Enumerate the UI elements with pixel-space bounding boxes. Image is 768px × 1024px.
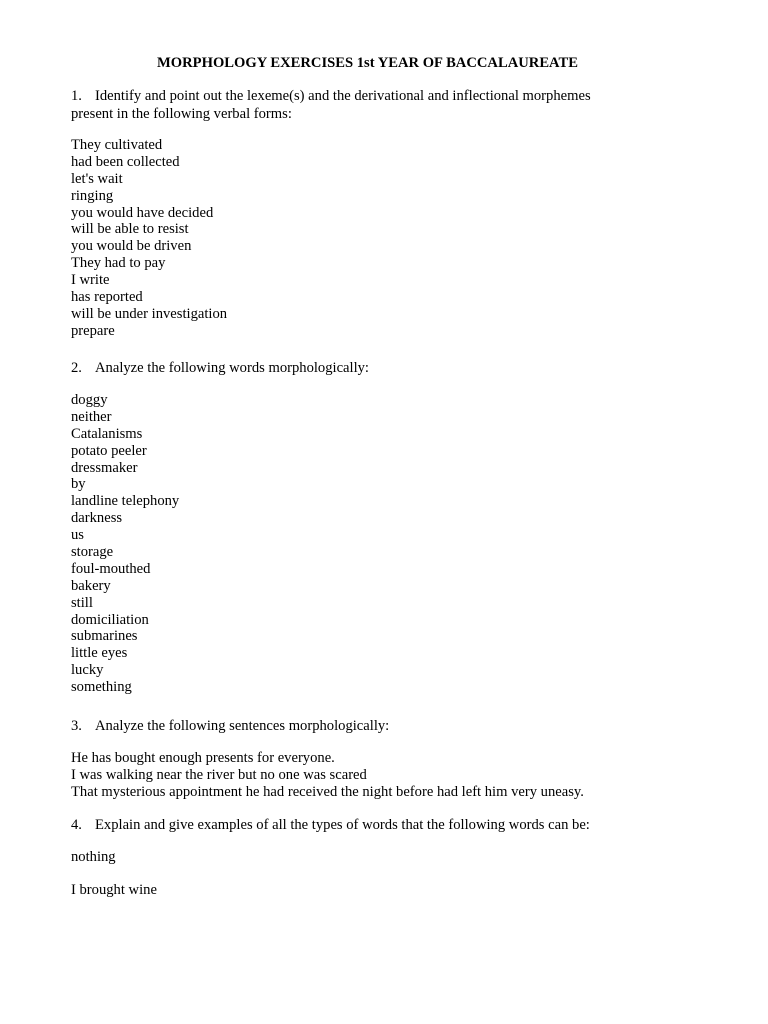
document-title: MORPHOLOGY EXERCISES 1st YEAR OF BACCALAUREATE	[157, 55, 578, 71]
question-3-heading	[71, 717, 671, 735]
question-4-number: 4.	[71, 817, 82, 833]
list-item: bakery	[71, 577, 111, 594]
list-item: Catalanisms	[71, 425, 143, 442]
list-item: you would have decided	[71, 204, 214, 221]
question-2-number: 2.	[71, 360, 82, 376]
list-item: potato peeler	[71, 442, 147, 459]
list-item: They cultivated	[71, 137, 163, 153]
list-item: dressmaker	[71, 459, 138, 476]
list-item: lucky	[71, 662, 104, 679]
question-3-list	[71, 750, 584, 801]
question-3-number: 3.	[71, 718, 82, 734]
list-item: doggy	[71, 392, 108, 408]
list-item: still	[71, 594, 93, 611]
list-item: I brought wine	[71, 881, 157, 898]
list-item: I write	[71, 272, 110, 289]
question-2-heading	[71, 359, 671, 377]
list-item: submarines	[71, 628, 138, 645]
list-item: They had to pay	[71, 255, 166, 272]
question-1-heading	[71, 87, 671, 123]
list-item: you would be driven	[71, 238, 192, 255]
list-item: will be under investigation	[71, 305, 228, 322]
question-1-number: 1.	[71, 88, 82, 104]
list-item: let's wait	[71, 170, 123, 187]
list-item: That mysterious appointment he had received the night before had left him very uneasy.	[71, 783, 584, 800]
list-item: had been collected	[71, 153, 180, 170]
list-item: foul-mouthed	[71, 560, 151, 577]
list-item: little eyes	[71, 645, 128, 662]
list-item: He has bought enough presents for everyone.	[71, 750, 335, 766]
list-item: us	[71, 527, 84, 544]
list-item: storage	[71, 544, 114, 561]
question-4-text: Explain and give examples of all the types of words that the following words can be:	[95, 817, 590, 833]
question-3-text: Analyze the following sentences morphologically:	[95, 718, 390, 734]
list-item: nothing	[71, 849, 116, 865]
question-4-heading	[71, 816, 671, 834]
question-2-list	[71, 392, 179, 696]
question-4-list	[71, 849, 157, 899]
list-item: will be able to resist	[71, 221, 189, 238]
list-item: neither	[71, 408, 112, 425]
question-2-text: Analyze the following words morphologically:	[95, 360, 369, 376]
list-item: landline telephony	[71, 493, 180, 510]
question-1-text-line2: present in the following verbal forms:	[71, 106, 292, 122]
list-item: domiciliation	[71, 611, 149, 628]
list-item: has reported	[71, 289, 143, 306]
list-item: ringing	[71, 187, 114, 204]
list-item: prepare	[71, 322, 115, 339]
list-item: something	[71, 679, 132, 696]
question-1-text-line1: Identify and point out the lexeme(s) and the derivational and inflectional morphemes	[95, 88, 591, 104]
list-item: darkness	[71, 510, 123, 527]
list-item: I was walking near the river but no one was scared	[71, 766, 367, 783]
list-item: by	[71, 476, 86, 493]
question-1-list	[71, 137, 227, 340]
